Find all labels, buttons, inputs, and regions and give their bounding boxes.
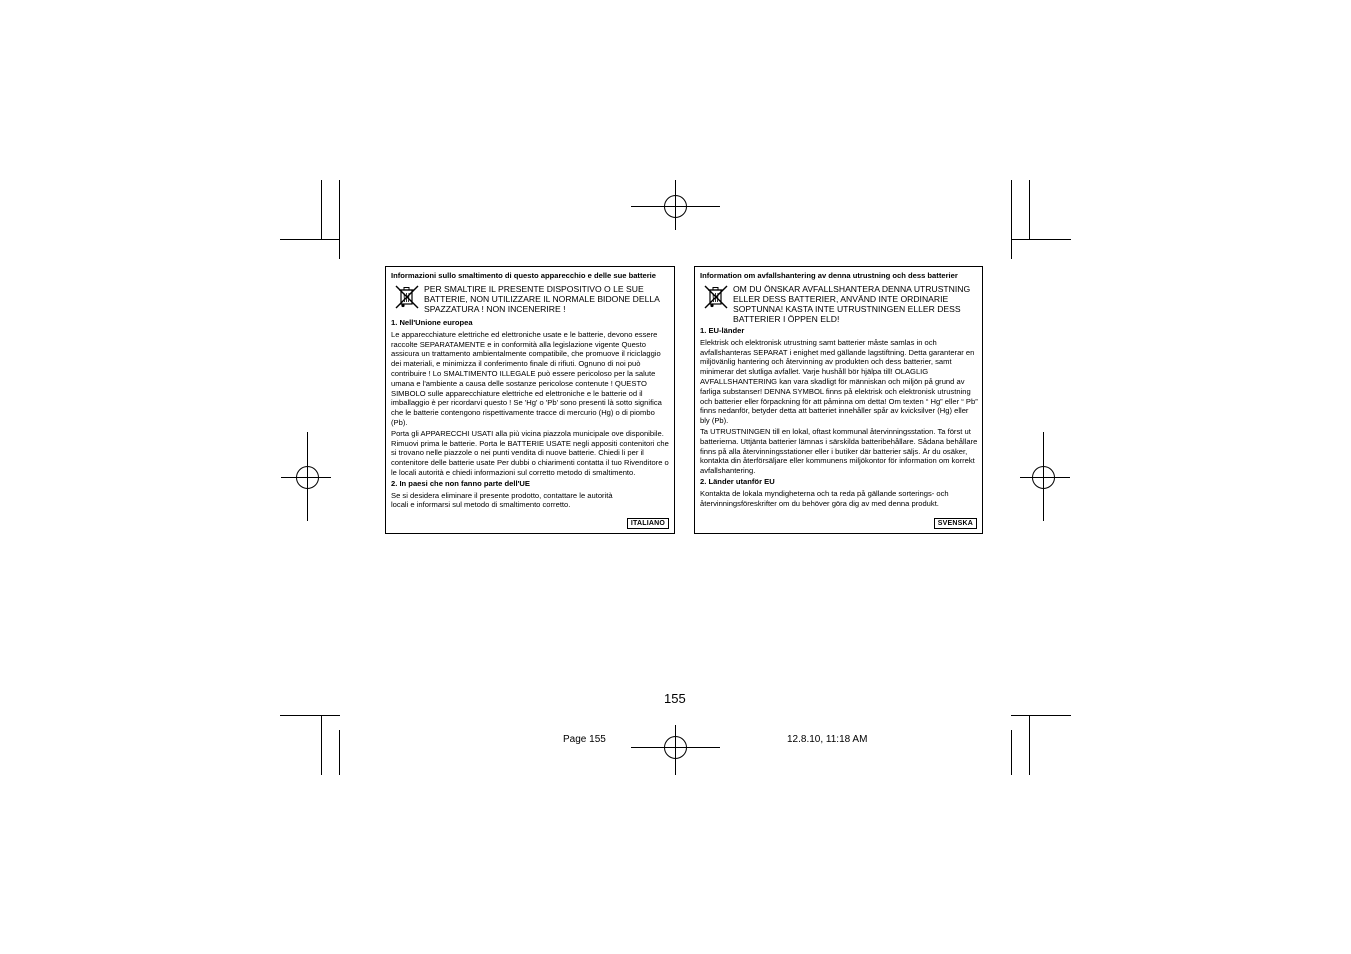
panel-body <box>700 325 978 509</box>
section-heading: 2. In paesi che non fanno parte dell'UE <box>391 478 530 488</box>
section-heading: 1. Nell'Unione europea <box>391 318 473 327</box>
crossed-bin-icon <box>394 284 420 310</box>
paragraph: Elektrisk och elektronisk utrustning samt batterier måste samlas in och avfallshanteras SEPARAT i enighet med gällande lagstiftning. Detta garanterar en miljövänlig hantering och återvinning av produkten och dess batterier, samt minimerar det slutliga avfallet. Varje hushåll bör hjälpa till! OLAGLIG AVFALLSHANTERING kan vara skadligt för människan och miljön på grund av farliga substanser! DENNA SYMBOL finns på elektrisk och elektronisk utrustning och batterier eller förpackning för att påminna om detta! Om texten “ Hg” eller “ Pb” finns nedanför, betyder detta att batteriet innehåller spår av kvicksilver (Hg) eller bly (Pb). <box>700 337 978 426</box>
panel-italian <box>385 266 675 534</box>
section-heading: 2. Länder utanför EU <box>700 476 775 486</box>
crop-mark <box>1011 180 1012 259</box>
crop-mark <box>321 180 322 240</box>
page-number: 155 <box>664 691 686 706</box>
section-heading: 1. EU-länder <box>700 326 745 335</box>
language-tag: SVENSKA <box>934 518 977 529</box>
paragraph: Porta gli APPARECCHI USATI alla più vicina piazzola municipale ove disponibile. Rimuovi prima le batterie. Porta le BATTERIE USATE negli appositi contenitori che si trovano nelle piazzole o nei punti vendita di nuove batterie. Chiedi li per il contenitore delle batterie usate Per dubbi o chiarimenti contatta il tuo Rivenditore o le locali autorità e chiedi informazioni sul corretto metodo di smaltimento. <box>391 428 669 477</box>
crop-mark <box>1011 730 1012 775</box>
crop-mark <box>1011 239 1071 240</box>
crop-mark <box>321 715 322 775</box>
crop-mark <box>339 180 340 259</box>
panel-title: Information om avfallshantering av denna utrustning och dess batterier <box>700 271 958 280</box>
crossed-bin-icon <box>703 284 729 310</box>
disposal-warning: PER SMALTIRE IL PRESENTE DISPOSITIVO O LE SUE BATTERIE, NON UTILIZZARE IL NORMALE BIDONE DELLA SPAZZATURA ! NON INCENERIRE ! <box>424 284 660 314</box>
crop-mark <box>280 715 340 716</box>
panel-body <box>391 317 669 511</box>
footer-page-label: Page 155 <box>563 734 606 745</box>
crop-mark <box>1029 180 1030 240</box>
crop-mark <box>339 730 340 775</box>
panel-title: Informazioni sullo smaltimento di questo apparecchio e delle sue batterie <box>391 271 656 280</box>
footer-timestamp: 12.8.10, 11:18 AM <box>787 734 868 745</box>
crop-mark <box>1011 715 1071 716</box>
panel-swedish <box>694 266 983 534</box>
crop-mark <box>1029 715 1030 775</box>
language-tag: ITALIANO <box>627 518 669 529</box>
paragraph: Ta UTRUSTNINGEN till en lokal, oftast kommunal återvinningsstation. Ta först ut batterierna. Uttjänta batterier lämnas i särskilda batteribehållare. Sådana behållare finns på alla återvinningsstationer eller i butiker där batterier säljs. Är du osäker, kontakta din återförsäljare eller kommunens miljökontor för information om korrekt avfallshantering. <box>700 426 978 476</box>
paragraph: Kontakta de lokala myndigheterna och ta reda på gällande sorterings- och återvinningsföreskrifter om du behöver göra dig av med denna produkt. <box>700 488 949 508</box>
disposal-warning: OM DU ÖNSKAR AVFALLSHANTERA DENNA UTRUSTNING ELLER DESS BATTERIER, ANVÄND INTE ORDINARIE SOPTUNNA! KASTA INTE UTRUSTNINGEN ELLER DESS BATTERIER I ÖPPEN ELD! <box>733 284 971 324</box>
crop-mark <box>280 239 340 240</box>
paragraph: Le apparecchiature elettriche ed elettroniche usate e le batterie, devono essere raccolte SEPARATAMENTE e in conformità alla legislazione vigente Questo assicura un trattamento ambientalmente compatibile, che promuove il riciclaggio dei materiali, e minimizza il conferimento finale di rifiuti. Ognuno di noi può contribuire ! Lo SMALTIMENTO ILLEGALE può essere pericoloso per la salute umana e l'ambiente a causa delle sostanze pericolose contenute ! QUESTO SIMBOLO sulle apparecchiature elettriche ed elettroniche e le batterie od il imballaggio è per ricordarvi questo ! Se 'Hg' o 'Pb' sono presenti là sotto significa che le batterie contengono rispettivamente tracce di mercurio (Hg) o di piombo (Pb). <box>391 329 662 427</box>
paragraph: Se si desidera eliminare il presente prodotto, contattare le autorità locali e informarsi sul metodo di smaltimento corretto. <box>391 490 613 510</box>
